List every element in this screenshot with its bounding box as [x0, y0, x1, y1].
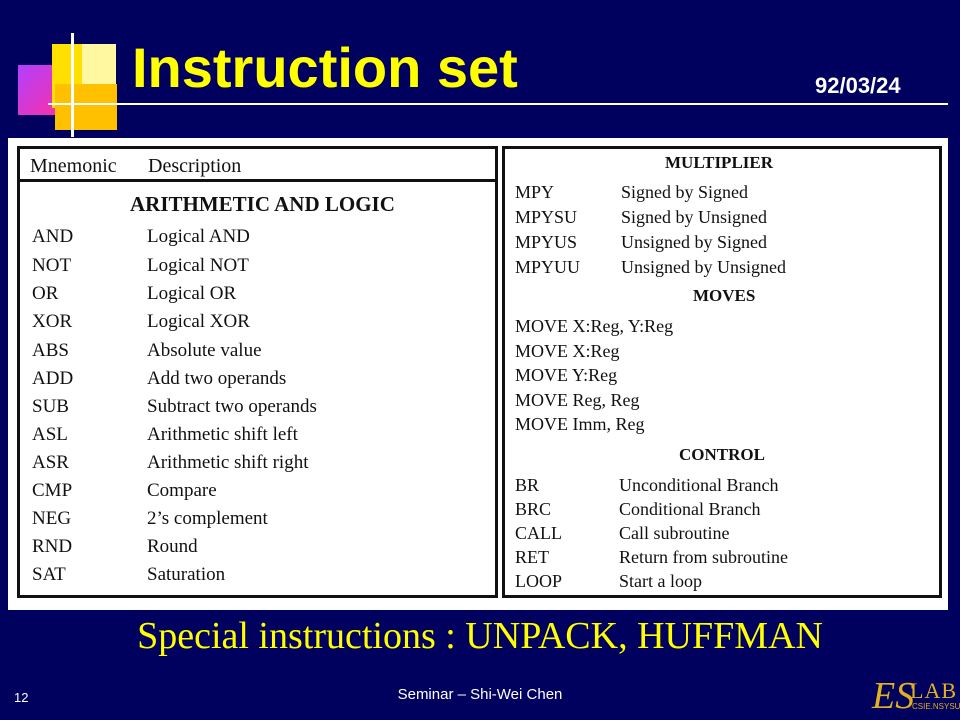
decor-vertical-line — [71, 33, 74, 137]
description: Return from subroutine — [619, 547, 788, 567]
mnemonic: ABS — [32, 340, 69, 361]
logo-es: ES — [872, 675, 915, 717]
description: Call subroutine — [619, 523, 730, 543]
move-row: MOVE Reg, Reg — [515, 390, 640, 410]
mnemonic: NOT — [32, 255, 72, 276]
description: Logical OR — [147, 283, 237, 304]
description: Add two operands — [147, 368, 287, 389]
mnemonic: BR — [515, 475, 540, 495]
description: Start a loop — [619, 571, 702, 591]
mnemonic: MPYUU — [515, 257, 581, 277]
description: Absolute value — [147, 340, 262, 361]
description: 2’s complement — [147, 508, 268, 529]
mnemonic: RND — [32, 536, 73, 557]
title-underline — [48, 103, 948, 105]
header-divider — [20, 179, 495, 182]
section-multiplier: MULTIPLIER — [665, 153, 774, 172]
move-row: MOVE X:Reg — [515, 341, 620, 361]
special-instructions-caption: Special instructions : UNPACK, HUFFMAN — [137, 615, 823, 657]
mnemonic: ADD — [32, 368, 74, 389]
description: Conditional Branch — [619, 499, 761, 519]
decor-square-orange — [55, 84, 117, 130]
footer-text: Seminar – Shi-Wei Chen — [397, 686, 563, 703]
page-number: 12 — [14, 690, 29, 705]
mnemonic: CMP — [32, 480, 73, 501]
move-row: MOVE Imm, Reg — [515, 414, 645, 434]
multiplier-moves-control-table — [502, 146, 942, 598]
description: Saturation — [147, 564, 226, 585]
slide-date: 92/03/24 — [815, 73, 901, 98]
mnemonic: MPYSU — [515, 207, 578, 227]
description: Compare — [147, 480, 217, 501]
header-mnemonic: Mnemonic — [30, 155, 117, 177]
description: Logical NOT — [147, 255, 249, 276]
mnemonic: MPY — [515, 182, 555, 202]
mnemonic: XOR — [32, 311, 73, 332]
instruction-table-image — [8, 138, 948, 610]
mnemonic: OR — [32, 283, 59, 304]
mnemonic: BRC — [515, 499, 552, 519]
description: Signed by Signed — [621, 182, 749, 202]
section-control: CONTROL — [679, 445, 765, 464]
description: Unsigned by Signed — [621, 232, 767, 252]
mnemonic: NEG — [32, 508, 72, 529]
move-row: MOVE Y:Reg — [515, 365, 618, 385]
section-arithmetic-logic: ARITHMETIC AND LOGIC — [130, 192, 395, 216]
description: Logical AND — [147, 226, 250, 247]
description: Arithmetic shift left — [147, 424, 298, 445]
mnemonic: ASR — [32, 452, 69, 473]
eslab-logo — [872, 675, 960, 718]
description: Unconditional Branch — [619, 475, 779, 495]
description: Arithmetic shift right — [147, 452, 309, 473]
description: Logical XOR — [147, 311, 250, 332]
mnemonic: RET — [515, 547, 549, 567]
mnemonic: ASL — [32, 424, 68, 445]
description: Subtract two operands — [147, 396, 317, 417]
mnemonic: AND — [32, 226, 74, 247]
mnemonic: MPYUS — [515, 232, 578, 252]
decor-square-light — [82, 44, 116, 84]
mnemonic: CALL — [515, 523, 562, 543]
move-row: MOVE X:Reg, Y:Reg — [515, 316, 674, 336]
mnemonic: SAT — [32, 564, 66, 585]
logo-lab: LAB — [910, 678, 957, 703]
description: Signed by Unsigned — [621, 207, 767, 227]
description: Round — [147, 536, 198, 557]
logo-sub: CSIE.NSYSU — [912, 702, 960, 711]
mnemonic: LOOP — [515, 571, 563, 591]
mnemonic: SUB — [32, 396, 69, 417]
slide-title: Instruction set — [132, 36, 518, 99]
header-description: Description — [148, 155, 242, 177]
section-moves: MOVES — [693, 286, 756, 305]
description: Unsigned by Unsigned — [621, 257, 786, 277]
arithmetic-logic-table — [17, 146, 498, 598]
